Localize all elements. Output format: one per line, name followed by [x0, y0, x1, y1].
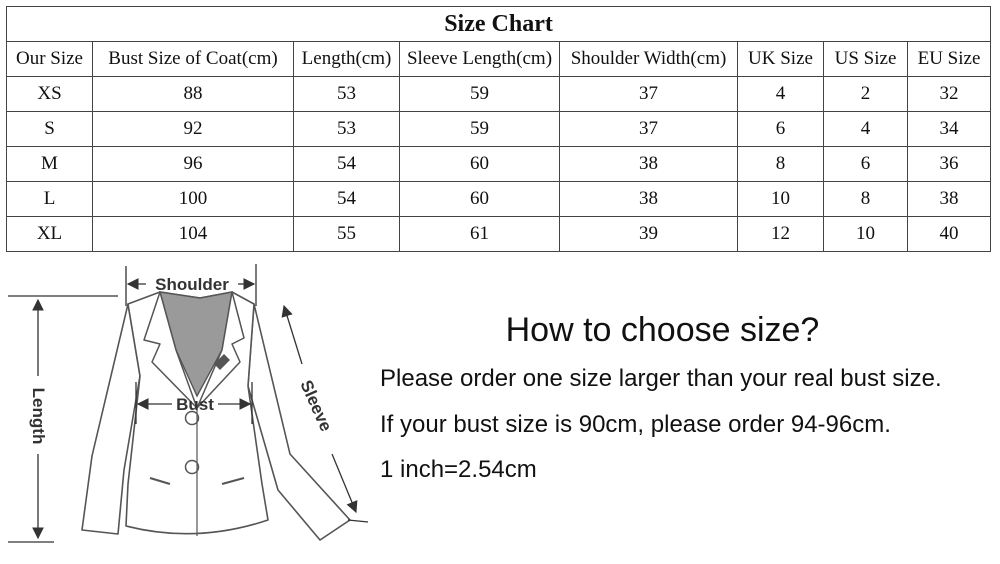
table-cell: XL [7, 217, 93, 252]
jacket-illustration [0, 258, 372, 558]
table-cell: L [7, 182, 93, 217]
table-cell: 4 [738, 77, 824, 112]
table-cell: 96 [93, 147, 294, 182]
bust-label: Bust [176, 395, 214, 414]
table-cell: 12 [738, 217, 824, 252]
table-cell: 6 [738, 112, 824, 147]
table-cell: 100 [93, 182, 294, 217]
table-cell: 39 [560, 217, 738, 252]
howto-title: How to choose size? [505, 311, 820, 349]
sleeve-label: Sleeve [296, 377, 336, 435]
table-cell: 53 [294, 112, 400, 147]
length-label: Length [29, 387, 48, 445]
column-header: Shoulder Width(cm) [560, 42, 738, 77]
table-cell: 6 [824, 147, 908, 182]
column-header: US Size [824, 42, 908, 77]
table-cell: 54 [294, 147, 400, 182]
column-header: Our Size [7, 42, 93, 77]
howto-line: If your bust size is 90cm, please order 94-96cm. [380, 411, 891, 438]
size-chart-table [6, 6, 991, 252]
table-cell: XS [7, 77, 93, 112]
table-cell: S [7, 112, 93, 147]
table-cell: 38 [560, 147, 738, 182]
table-cell: 40 [908, 217, 991, 252]
table-row [7, 147, 991, 182]
table-cell: 92 [93, 112, 294, 147]
table-cell: 38 [908, 182, 991, 217]
table-cell: 8 [738, 147, 824, 182]
table-row [7, 182, 991, 217]
table-cell: 61 [400, 217, 560, 252]
table-cell: 59 [400, 112, 560, 147]
table-cell: 54 [294, 182, 400, 217]
table-cell: 32 [908, 77, 991, 112]
table-cell: 55 [294, 217, 400, 252]
table-cell: 60 [400, 182, 560, 217]
column-header: UK Size [738, 42, 824, 77]
table-cell: 36 [908, 147, 991, 182]
table-row [7, 217, 991, 252]
column-header: Bust Size of Coat(cm) [93, 42, 294, 77]
table-cell: M [7, 147, 93, 182]
table-cell: 53 [294, 77, 400, 112]
table-cell: 104 [93, 217, 294, 252]
table-cell: 60 [400, 147, 560, 182]
table-cell: 59 [400, 77, 560, 112]
column-header: EU Size [908, 42, 991, 77]
table-cell: 8 [824, 182, 908, 217]
column-header: Sleeve Length(cm) [400, 42, 560, 77]
table-cell: 10 [824, 217, 908, 252]
table-row [7, 112, 991, 147]
table-cell: 37 [560, 77, 738, 112]
size-chart-header-row [7, 42, 991, 77]
column-header: Length(cm) [294, 42, 400, 77]
jacket-measurement-diagram [0, 258, 372, 558]
table-row [7, 77, 991, 112]
table-cell: 37 [560, 112, 738, 147]
table-cell: 88 [93, 77, 294, 112]
howto-line: 1 inch=2.54cm [380, 456, 537, 483]
shoulder-label: Shoulder [155, 275, 229, 294]
size-chart-title: Size Chart [7, 7, 991, 42]
table-cell: 10 [738, 182, 824, 217]
table-cell: 38 [560, 182, 738, 217]
table-cell: 34 [908, 112, 991, 147]
how-to-choose-section [380, 308, 995, 485]
howto-line: Please order one size larger than your real bust size. [380, 365, 942, 392]
table-cell: 4 [824, 112, 908, 147]
table-cell: 2 [824, 77, 908, 112]
